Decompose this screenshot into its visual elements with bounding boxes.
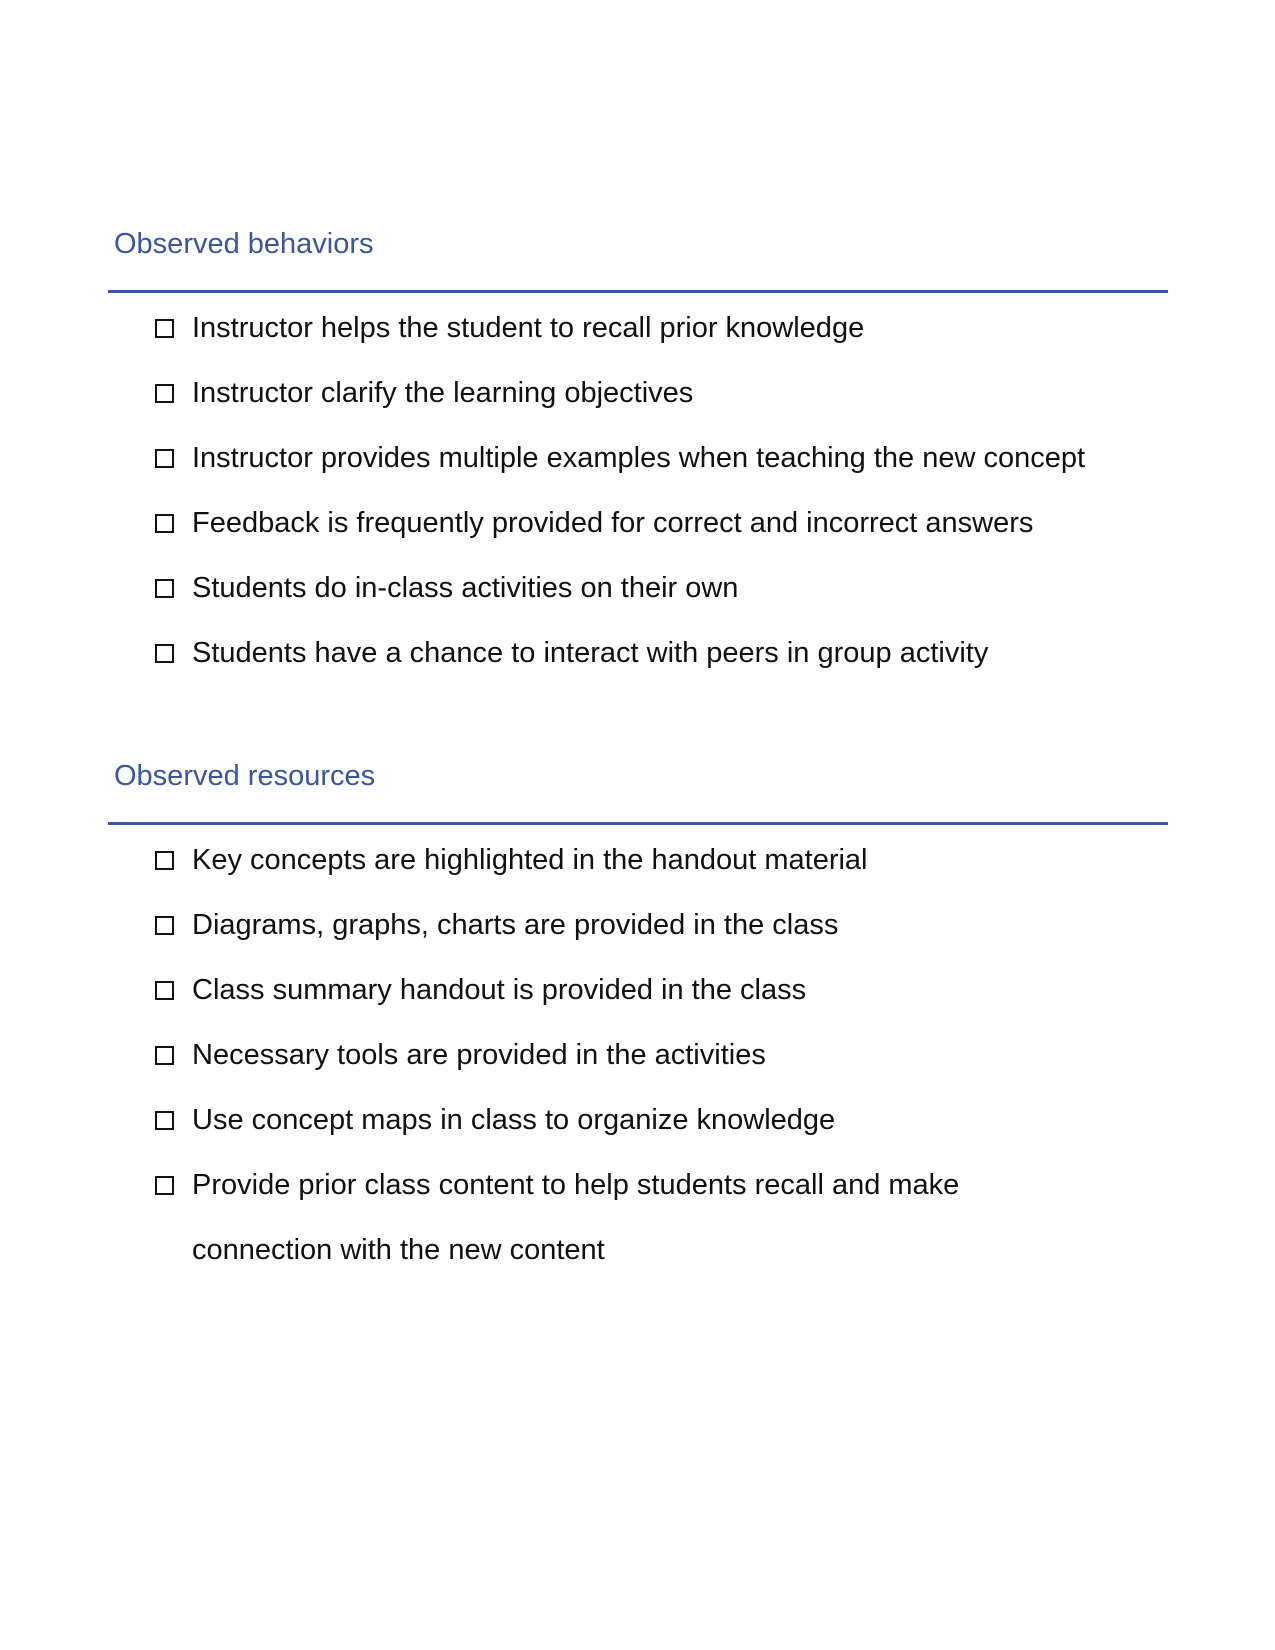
checkbox-icon[interactable] (155, 1176, 174, 1195)
checkbox-icon[interactable] (155, 851, 174, 870)
section-observed-resources (108, 758, 1168, 1283)
checkbox-icon[interactable] (155, 981, 174, 1000)
checkbox-icon[interactable] (155, 514, 174, 533)
checklist-item-label: Key concepts are highlighted in the handout material (192, 844, 868, 876)
behaviors-checklist (108, 311, 1168, 670)
checkbox-icon[interactable] (155, 1111, 174, 1130)
checkbox-icon[interactable] (155, 384, 174, 403)
checkbox-icon[interactable] (155, 1046, 174, 1065)
checklist-item-label: Instructor provides multiple examples when teaching the new concept (192, 442, 1086, 474)
checklist-item-label: Students have a chance to interact with peers in group activity (192, 637, 989, 669)
checklist-item (155, 506, 1168, 540)
resources-checklist (108, 843, 1168, 1283)
checklist-item-label: Necessary tools are provided in the activities (192, 1039, 766, 1071)
section-title: Observed resources (114, 760, 376, 792)
checklist-item-label: Class summary handout is provided in the class (192, 974, 807, 1006)
checklist-item (155, 908, 1168, 942)
section-observed-behaviors (108, 226, 1168, 670)
checklist-item-label: Provide prior class content to help students recall and make connection with the new content (192, 1169, 960, 1266)
checklist-item (155, 441, 1168, 475)
section-divider (108, 290, 1168, 293)
checklist-item-label: Feedback is frequently provided for correct and incorrect answers (192, 507, 1034, 539)
checklist-item-label: Use concept maps in class to organize knowledge (192, 1104, 836, 1136)
checkbox-icon[interactable] (155, 319, 174, 338)
checkbox-icon[interactable] (155, 579, 174, 598)
checklist-item-label: Instructor clarify the learning objectives (192, 377, 694, 409)
checkbox-icon[interactable] (155, 449, 174, 468)
checklist-item (155, 571, 1168, 605)
section-divider (108, 822, 1168, 825)
checklist-item (155, 973, 1168, 1007)
checklist-item (155, 1168, 1168, 1283)
checkbox-icon[interactable] (155, 916, 174, 935)
checklist-item (155, 1103, 1168, 1137)
checklist-item (155, 376, 1168, 410)
checklist-item (155, 843, 1168, 877)
checklist-item-label: Students do in-class activities on their own (192, 572, 739, 604)
checklist-item (155, 311, 1168, 345)
checklist-item-label: Diagrams, graphs, charts are provided in the class (192, 909, 839, 941)
checklist-item-label: Instructor helps the student to recall prior knowledge (192, 312, 865, 344)
section-title: Observed behaviors (114, 228, 374, 260)
checklist-item (155, 1038, 1168, 1072)
checkbox-icon[interactable] (155, 644, 174, 663)
checklist-item (155, 636, 1168, 670)
